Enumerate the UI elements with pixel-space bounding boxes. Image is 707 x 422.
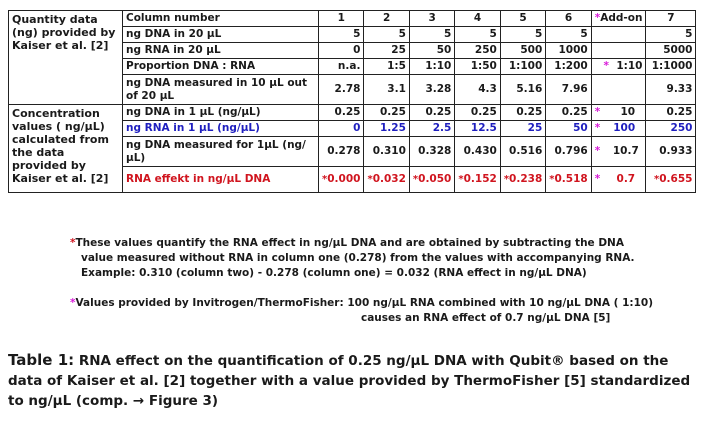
cell: 5000	[646, 43, 696, 59]
cell: 5.16	[500, 75, 545, 105]
cell: 1000	[546, 43, 591, 59]
cell: 250	[646, 121, 696, 137]
cell: * 10.7	[591, 137, 646, 167]
cell: 5	[319, 27, 364, 43]
row-label: ng DNA measured in 10 µL out of 20 µL	[123, 75, 319, 105]
cell: 5	[646, 27, 696, 43]
cell: 1.25	[364, 121, 409, 137]
cell: 0.933	[646, 137, 696, 167]
cell: *0.152	[455, 167, 500, 193]
pink-note: *Values provided by Invitrogen/ThermoFisher: 100 ng/µL RNA combined with 10 ng/µL DNA ( 1:10) causes an RNA effect of 0.7 ng/µL DNA [5]	[70, 297, 653, 324]
cell: 0.25	[409, 105, 454, 121]
cell: 0.25	[455, 105, 500, 121]
cell: *0.050	[409, 167, 454, 193]
cell: *0.238	[500, 167, 545, 193]
cell: 0.430	[455, 137, 500, 167]
row-label: Proportion DNA : RNA	[123, 59, 319, 75]
col-header: Column number	[123, 11, 319, 27]
cell	[591, 27, 646, 43]
col-5: 5	[500, 11, 545, 27]
left-header: Quantity data (ng) provided by Kaiser et al. [2]	[9, 11, 123, 105]
col-addon: *Add-on	[591, 11, 646, 27]
cell: 0.516	[500, 137, 545, 167]
cell	[591, 75, 646, 105]
row-label: RNA effekt in ng/µL DNA	[123, 167, 319, 193]
cell: * 1:10	[591, 59, 646, 75]
col-4: 4	[455, 11, 500, 27]
row-dna-1ul	[9, 105, 696, 121]
cell: 7.96	[546, 75, 591, 105]
cell: 0.25	[500, 105, 545, 121]
cell: n.a.	[319, 59, 364, 75]
cell: 1:200	[546, 59, 591, 75]
cell: * 0.7	[591, 167, 646, 193]
cell: 9.33	[646, 75, 696, 105]
cell: 0.278	[319, 137, 364, 167]
cell: 50	[409, 43, 454, 59]
cell: *0.000	[319, 167, 364, 193]
col-1: 1	[319, 11, 364, 27]
col-2: 2	[364, 11, 409, 27]
row-label: ng RNA in 20 µL	[123, 43, 319, 59]
cell: 5	[500, 27, 545, 43]
cell: 3.1	[364, 75, 409, 105]
col-7: 7	[646, 11, 696, 27]
col-3: 3	[409, 11, 454, 27]
col-6: 6	[546, 11, 591, 27]
cell: 25	[364, 43, 409, 59]
cell: 0.25	[646, 105, 696, 121]
cell: 3.28	[409, 75, 454, 105]
cell: 12.5	[455, 121, 500, 137]
red-note: *These values quantify the RNA effect in ng/µL DNA and are obtained by subtracting the DNA value measured without RNA in column one (0.278) from the values with accompanying RNA. Example: 0.310 (column two) - 0.278 (column one) = 0.032 (RNA effect in ng/µL DNA)	[70, 237, 635, 279]
row-label: ng DNA in 1 µL (ng/µL)	[123, 105, 319, 121]
cell: * 100	[591, 121, 646, 137]
cell: 2.5	[409, 121, 454, 137]
cell: 5	[364, 27, 409, 43]
cell: 0.310	[364, 137, 409, 167]
header-row	[9, 11, 696, 27]
cell: 2.78	[319, 75, 364, 105]
cell: 250	[455, 43, 500, 59]
cell	[591, 43, 646, 59]
row-label: ng DNA in 20 µL	[123, 27, 319, 43]
cell: 0.25	[319, 105, 364, 121]
cell: 0.25	[364, 105, 409, 121]
cell: 0.796	[546, 137, 591, 167]
cell: 0	[319, 43, 364, 59]
cell: 1:100	[500, 59, 545, 75]
cell: 25	[500, 121, 545, 137]
cell: 4.3	[455, 75, 500, 105]
cell: 0.25	[546, 105, 591, 121]
cell: 500	[500, 43, 545, 59]
cell: 1:1000	[646, 59, 696, 75]
table-caption: Table 1: RNA effect on the quantification of 0.25 ng/µL DNA with Qubit® based on the data of Kaiser et al. [2] together with a value provided by ThermoFisher [5] standardized to ng/µL (comp. → Figure 3)	[8, 351, 691, 409]
cell: *0.655	[646, 167, 696, 193]
cell: 1:50	[455, 59, 500, 75]
cell: *0.518	[546, 167, 591, 193]
cell: 5	[546, 27, 591, 43]
cell: *0.032	[364, 167, 409, 193]
cell: 1:10	[409, 59, 454, 75]
cell: 0.328	[409, 137, 454, 167]
cell: 50	[546, 121, 591, 137]
row-label: ng DNA measured for 1µL (ng/µL)	[123, 137, 319, 167]
data-table	[8, 10, 696, 193]
row-label: ng RNA in 1 µL (ng/µL)	[123, 121, 319, 137]
cell: 5	[409, 27, 454, 43]
cell: 1:5	[364, 59, 409, 75]
cell: 0	[319, 121, 364, 137]
left-lower: Concentration values ( ng/µL) calculated from the data provided by Kaiser et al. [2]	[9, 105, 123, 193]
cell: * 10	[591, 105, 646, 121]
cell: 5	[455, 27, 500, 43]
